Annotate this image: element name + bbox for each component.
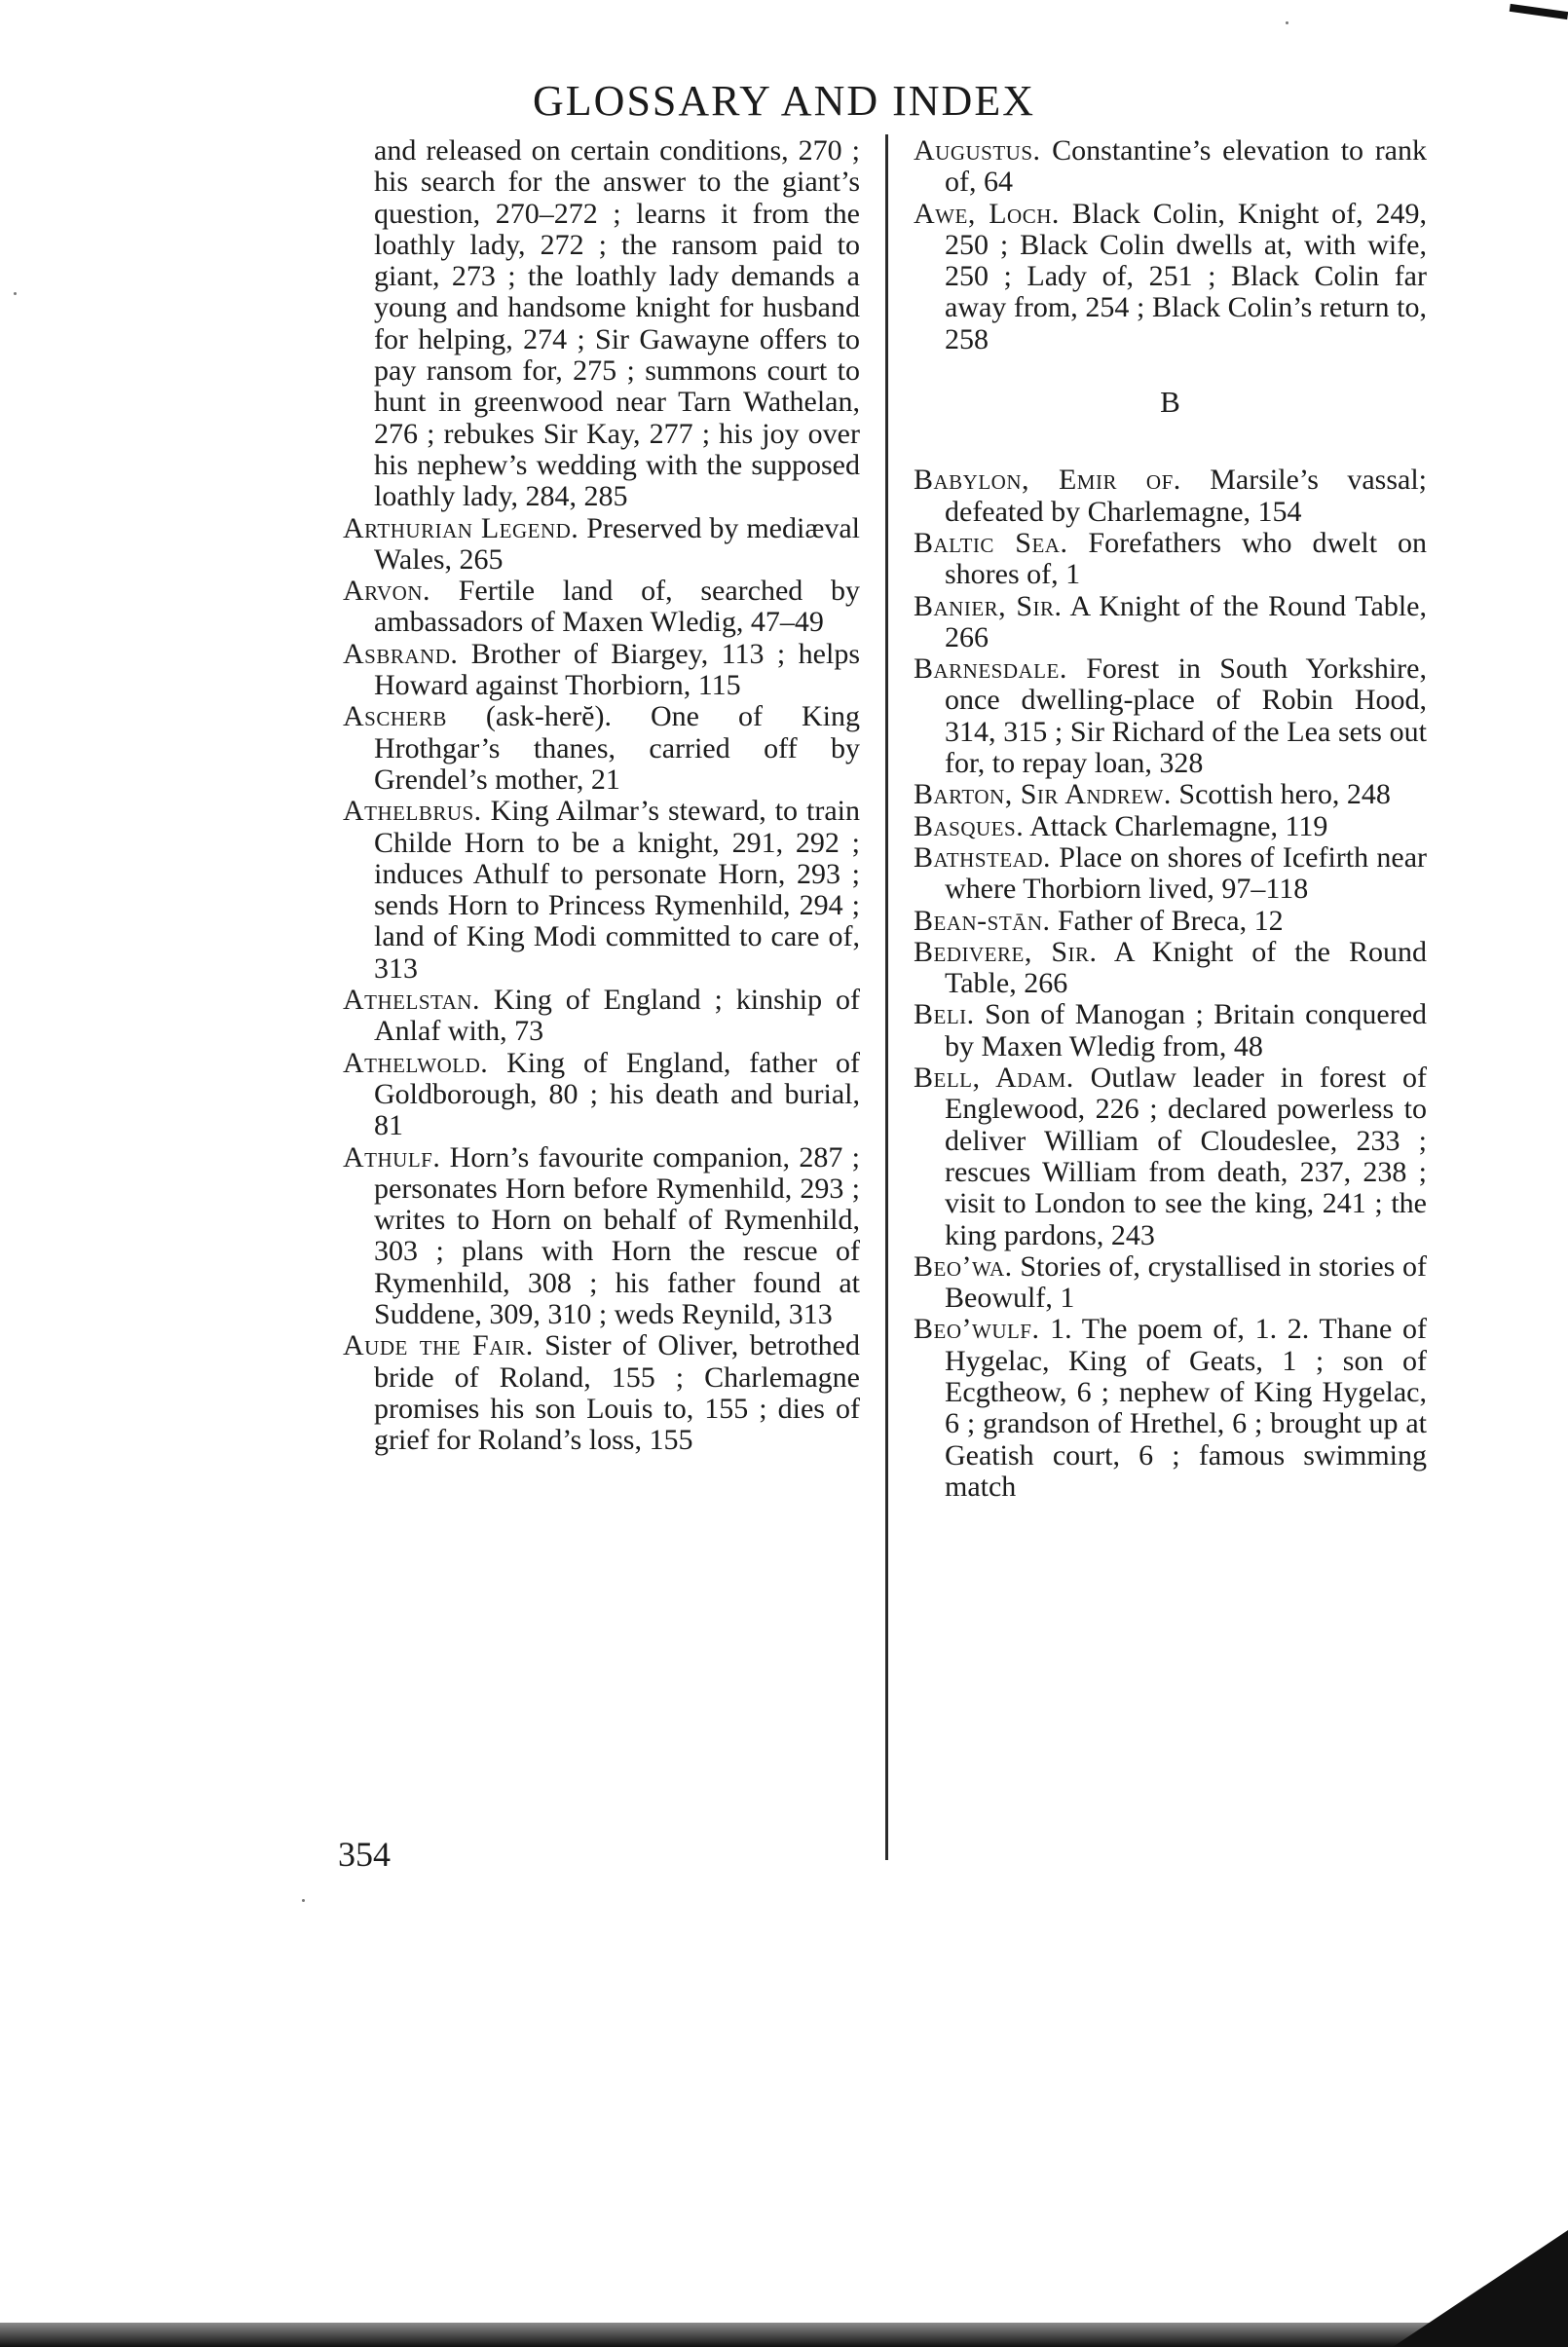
index-entry [343,701,860,796]
entry-text: Outlaw leader in forest of Englewood, 226 ; declared powerless to deliver William of Cloudeslee, 233 ; rescues William from death, 237, 238 ; visit to London to see the king, 241 ; the king pardons, 243 [945,1062,1428,1251]
entry-text: (ask-herĕ). One of King Hrothgar’s thanes, carried off by Grendel’s mother, 21 [374,700,861,796]
entry-headword: Athelstan. [343,984,480,1017]
scan-artifact-bottom [0,2323,1568,2347]
entry-headword: Arvon. [343,575,430,608]
entry-headword: Beo’wulf. [914,1313,1040,1346]
entry-text: Black Colin, Knight of, 249, 250 ; Black Colin dwells at, with wife, 250 ; Lady of, 251 ; Black Colin far away from, 254 ; Black Colin’s return to, 258 [945,197,1427,355]
entry-text: Son of Manogan ; Britain conquered by Maxen Wledig from, 48 [945,998,1428,1062]
entry-text: Scottish hero, 248 [1178,778,1391,811]
index-entry [914,465,1427,528]
entry-headword: Aude the Fair. [343,1329,534,1362]
index-entry [914,999,1427,1062]
entry-text: Brother of Biargey, 113 ; helps Howard against Thorbiorn, 115 [374,637,861,702]
entry-text: Sister of Oliver, betrothed bride of Roland, 155 ; Charlemagne promises his son Louis to, 155 ; dies of grief for Roland’s loss, 155 [374,1329,860,1457]
scan-speck [14,292,17,295]
index-entry [914,591,1427,654]
entry-text: Forest in South Yorkshire, once dwelling-place of Robin Hood, 314, 315 ; Sir Richard of the Lea sets out for, to repay loan, 328 [945,652,1427,780]
entry-headword: Beo’wa. [914,1249,1013,1283]
entry-headword: Arthurian Legend. [343,511,579,544]
scan-speck [1286,21,1288,24]
section-letter: B [1160,385,1180,420]
entry-headword: Beli. [914,998,975,1031]
entry-headword: Babylon, Emir of. [914,464,1181,497]
entry-text: Preserved by mediæval Wales, 265 [374,511,860,576]
entry-text: King of England, father of Goldborough, 80 ; his death and burial, 81 [374,1046,860,1142]
left-entry-list [343,513,860,1457]
index-entry [343,639,860,702]
entry-text: Attack Charlemagne, 119 [1029,809,1328,842]
index-entry [914,135,1427,199]
entry-headword: Bell, Adam. [914,1062,1074,1095]
index-entry [914,779,1427,810]
entry-text: King Ailmar’s steward, to train Childe Horn to be a knight, 291, 292 ; induces Athulf to personate Horn, 293 ; sends Horn to Princess Rymenhild, 294 ; land of King Modi committed to care of, 313 [374,795,860,985]
right-entry-list-b [914,465,1427,1503]
left-column [343,135,860,1456]
entry-text: Marsile’s vassal; defeated by Charlemagne, 154 [945,464,1427,528]
right-entry-list-a [914,135,1427,355]
entry-headword: Athelwold. [343,1046,489,1079]
index-entry [914,1314,1427,1503]
entry-headword: Bean-stān. [914,904,1051,937]
index-entry [343,1048,860,1142]
index-entry [914,937,1427,1000]
entry-text: Fertile land of, searched by ambassadors of Maxen Wledig, 47–49 [374,575,860,639]
scan-speck [302,1899,305,1902]
index-entry [343,513,860,577]
entry-headword: Basques. [914,809,1025,842]
right-column [914,135,1427,1503]
entry-text: Stories of, crystallised in stories of Beowulf, 1 [945,1249,1428,1315]
index-entry [343,985,860,1048]
column-divider [885,134,888,1860]
entry-headword: Asbrand. [343,637,459,670]
entry-text: Constantine’s elevation to rank of, 64 [945,134,1427,199]
entry-headword: Bedivere, Sir. [914,935,1098,968]
index-entry [914,528,1427,591]
entry-headword: Ascherb [343,700,447,733]
entry-text: 1. The poem of, 1. 2. Thane of Hygelac, King of Geats, 1 ; son of Ecgtheow, 6 ; nephew of King Hygelac, 6 ; grandson of Hrethel, 6 ; brought up at Geatish court, 6 ; famous swimming match [945,1313,1427,1503]
index-entry [343,1142,860,1331]
index-entry [914,199,1427,355]
entry-headword: Awe, Loch. [914,197,1060,230]
index-entry [914,653,1427,779]
entry-headword: Athulf. [343,1140,441,1174]
scan-artifact-top [1510,4,1568,19]
entry-text: Place on shores of Icefirth near where Thorbiorn lived, 97–118 [945,840,1427,906]
continued-entry: and released on certain conditions, 270 ; his search for the answer to the giant’s question, 270–272 ; learns it from the loathly lady, 272 ; the ransom paid to giant, 273 ; the loathly lady demands a young and handsome knight for husband for helping, 274 ; Sir Gawayne offers to pay ransom for, 275 ; summons court to hunt in greenwood near Tarn Wathelan, 276 ; rebukes Sir Kay, 277 ; his joy over his nephew’s wedding with the supposed loathly lady, 284, 285 [374,134,860,513]
index-entry [343,1330,860,1456]
entry-headword: Bathstead. [914,840,1052,874]
page-title: GLOSSARY AND INDEX [533,77,1035,125]
entry-headword: Baltic Sea. [914,526,1068,559]
scan-artifact-corner [1393,2230,1568,2347]
entry-text: Horn’s favourite companion, 287 ; personates Horn before Rymenhild, 293 ; writes to Horn on behalf of Rymenhild, 303 ; plans with Horn the rescue of Rymenhild, 308 ; his father found at Suddene, 309, 310 ; weds Reynild, 313 [374,1140,860,1330]
entry-headword: Barnesdale. [914,652,1067,686]
entry-text: King of England ; kinship of Anlaf with, 73 [374,984,861,1048]
entry-text: Forefathers who dwelt on shores of, 1 [945,526,1427,591]
index-entry [914,1251,1427,1315]
index-entry [343,796,860,985]
index-entry [914,811,1427,842]
entry-text: Father of Breca, 12 [1058,904,1284,937]
index-entry [914,906,1427,937]
page-number: 354 [338,1835,391,1874]
entry-headword: Athelbrus. [343,795,482,828]
entry-headword: Barton, Sir Andrew. [914,778,1172,811]
index-entry [343,576,860,639]
entry-text: A Knight of the Round Table, 266 [945,589,1427,653]
entry-headword: Banier, Sir. [914,589,1063,622]
entry-text: A Knight of the Round Table, 266 [945,935,1427,1000]
index-entry [914,842,1427,906]
index-entry [914,1062,1427,1251]
entry-headword: Augustus. [914,134,1041,167]
